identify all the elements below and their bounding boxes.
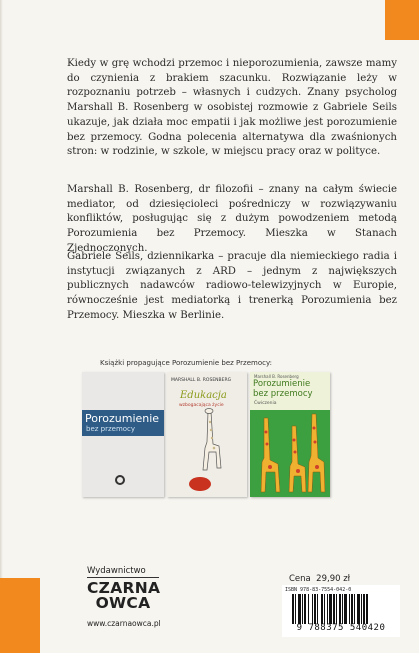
publisher-block	[87, 566, 197, 611]
author-bio-seils	[67, 250, 397, 324]
book-cover-title: Porozumienie	[85, 412, 160, 425]
book-cover-subtitle: wzbogacająca życie	[179, 403, 224, 408]
price-label: Cena	[289, 574, 311, 584]
publisher-label: Wydawnictwo	[87, 566, 159, 578]
book-cover-blob	[189, 477, 211, 491]
book-cover-title-line1: Porozumienie	[253, 379, 311, 389]
book-cover-porozumienie	[82, 372, 164, 497]
author-bio-rosenberg-text: Marshall B. Rosenberg, dr filozofii – znany na całym świecie mediator, od dziesięcioleci pośredniczy w rozwiązywaniu konfliktów, posługując się z dużym powodzeniem metodą Porozumienia bez Przemocy. Mieszka w Stanach Zjednoczonych.	[67, 184, 397, 254]
book-cover-subtitle: bez przemocy	[86, 425, 136, 433]
book-cover-title: Edukacja	[180, 390, 227, 401]
book-cover-subtitle: Ćwiczenia	[254, 401, 277, 406]
books-caption: Książki propagujące Porozumienie bez Przemocy:	[100, 359, 272, 367]
book-cover-cwiczenia	[250, 372, 330, 497]
book-cover-edukacja	[167, 372, 247, 497]
orange-corner-top	[385, 0, 419, 40]
publisher-name-line1: CZARNA	[87, 579, 161, 597]
publisher-url: www.czarnaowca.pl	[87, 619, 161, 628]
isbn-number: ISBN 978-83-7554-042-0	[285, 587, 352, 593]
publisher-name	[87, 581, 159, 611]
author-bio-rosenberg	[67, 183, 397, 257]
price-value: 29,90 zł	[316, 574, 351, 584]
author-bio-seils-text: Gabriele Seils, dziennikarka – pracuje dla niemieckiego radia i instytucji związanych z ARD – jednym z największych publicznych nadawców radiowo-telewizyjnych w Europie, równocześnie jest mediatorką i trenerką Porozumienia bez Przemocy. Mieszka w Berlinie.	[67, 251, 397, 321]
book-cover-author: Marshall B. Rosenberg	[254, 374, 299, 379]
book-cover-author: MARSHALL B. ROSENBERG	[171, 378, 232, 383]
giraffes-illustration-icon	[250, 372, 330, 497]
blurb-text: Kiedy w grę wchodzi przemoc i nieporozumienia, zawsze mamy do czynienia z brakiem szacunku. Rozwiązanie leży w rozpoznaniu potrzeb – własnych i cudzych. Znany psycholog Marshall B. Rosenberg w osobistej rozmowie z Gabriele Seils ukazuje, jak działa moc empatii i jak możliwe jest porozumienie bez przemocy. Godna polecenia alternatywa dla zwaśnionych stron: w rodzinie, w szkole, w miejscu pracy oraz w polityce.	[67, 58, 397, 158]
orange-corner-bottom	[0, 578, 40, 653]
price	[289, 574, 350, 584]
page-edge	[0, 0, 3, 653]
barcode-digits: 9 788375 540420	[296, 623, 386, 633]
publisher-name-line2: OWCA	[95, 594, 151, 612]
barcode-block	[282, 585, 400, 637]
blurb-paragraph	[67, 57, 397, 160]
publisher-logo-icon	[115, 475, 125, 485]
barcode-icon	[292, 594, 390, 624]
book-cover-title-line2: bez przemocy	[253, 388, 313, 399]
